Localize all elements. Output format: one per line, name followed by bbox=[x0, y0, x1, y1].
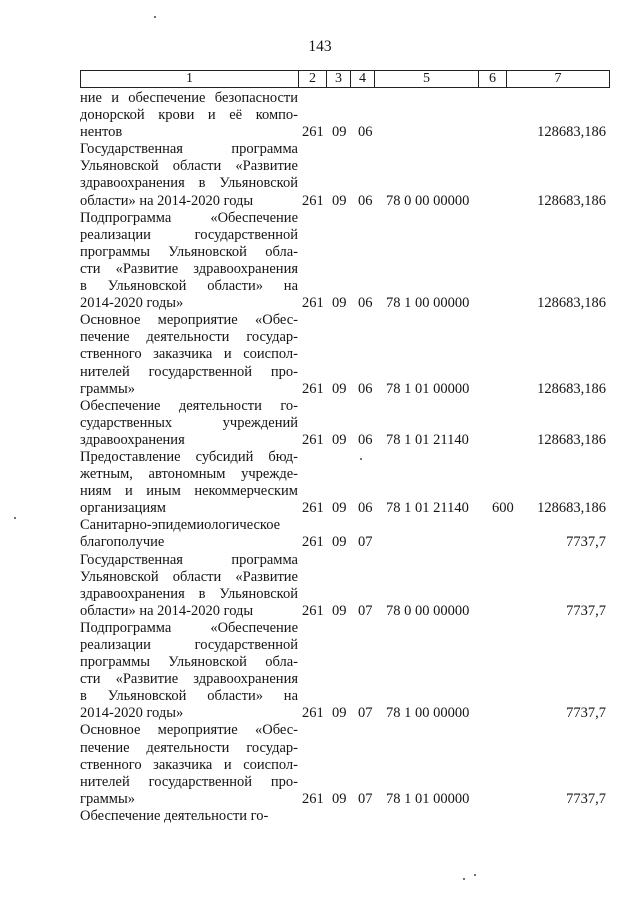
row-col-3: 09 bbox=[332, 380, 347, 397]
description-line: области» на 2014-2020 годы bbox=[80, 192, 254, 209]
row-col-3: 09 bbox=[332, 534, 347, 551]
row-col-2: 261 bbox=[302, 295, 324, 312]
description-line: 2014-2020 годы» bbox=[80, 705, 184, 722]
table-row bbox=[80, 722, 610, 807]
description-line: здравоохранения в Ульяновской bbox=[80, 175, 298, 192]
description-line: программы Ульяновской обла- bbox=[80, 654, 298, 671]
description-line: реализации государственной bbox=[80, 226, 298, 243]
row-col-3: 09 bbox=[332, 602, 347, 619]
row-col-5: 78 0 00 00000 bbox=[386, 602, 470, 619]
description-line: печение деятельности государ- bbox=[80, 739, 298, 756]
row-col-4: 07 bbox=[358, 790, 373, 807]
row-col-5: 78 1 01 00000 bbox=[386, 790, 470, 807]
description-line: в Ульяновской области» на bbox=[80, 688, 298, 705]
description-line: Государственная программа bbox=[80, 551, 298, 568]
description-line: нителей государственной про- bbox=[80, 773, 298, 790]
description-line: Обеспечение деятельности го- bbox=[80, 807, 269, 824]
description-line: нентов bbox=[80, 124, 123, 141]
row-col-2: 261 bbox=[302, 500, 324, 517]
description-line: программы Ульяновской обла- bbox=[80, 243, 298, 260]
row-col-7: 128683,186 bbox=[537, 295, 606, 312]
description-line: области» на 2014-2020 годы bbox=[80, 602, 254, 619]
table-header bbox=[80, 70, 610, 88]
table-body bbox=[80, 90, 610, 825]
description-line: Подпрограмма «Обеспечение bbox=[80, 209, 298, 226]
row-col-7: 128683,186 bbox=[537, 380, 606, 397]
row-col-4: 06 bbox=[358, 192, 373, 209]
description-line: ниям и иным некоммерческим bbox=[80, 483, 298, 500]
row-col-4: 06 bbox=[358, 431, 373, 448]
description-line: жетным, автономным учрежде- bbox=[80, 466, 298, 483]
row-col-4: 06 bbox=[358, 500, 373, 517]
row-col-3: 09 bbox=[332, 295, 347, 312]
table-row bbox=[80, 312, 610, 397]
description-line: сти «Развитие здравоохранения bbox=[80, 671, 298, 688]
description-line: печение деятельности государ- bbox=[80, 329, 298, 346]
description-line: здравоохранения bbox=[80, 431, 185, 448]
row-description bbox=[80, 517, 298, 551]
table-row bbox=[80, 141, 610, 209]
row-description bbox=[80, 210, 298, 313]
row-col-4: 06 bbox=[358, 124, 373, 141]
scan-speck bbox=[154, 16, 156, 18]
scan-speck bbox=[474, 874, 476, 876]
row-col-2: 261 bbox=[302, 790, 324, 807]
table-row bbox=[80, 517, 610, 551]
row-description bbox=[80, 722, 298, 807]
row-col-7: 7737,7 bbox=[566, 534, 606, 551]
row-col-4: 07 bbox=[358, 534, 373, 551]
row-col-7: 7737,7 bbox=[566, 790, 606, 807]
table-row bbox=[80, 449, 610, 517]
row-col-7: 128683,186 bbox=[537, 192, 606, 209]
scan-speck bbox=[463, 878, 465, 880]
description-line: благополучие bbox=[80, 534, 165, 551]
row-col-5: 78 1 00 00000 bbox=[386, 705, 470, 722]
row-col-2: 261 bbox=[302, 124, 324, 141]
description-line: организациям bbox=[80, 500, 166, 517]
description-line: ственного заказчика и соиспол- bbox=[80, 756, 298, 773]
description-line: граммы» bbox=[80, 790, 135, 807]
description-line: нителей государственной про- bbox=[80, 363, 298, 380]
row-description bbox=[80, 141, 298, 209]
row-col-6: 600 bbox=[492, 500, 514, 517]
row-col-3: 09 bbox=[332, 790, 347, 807]
header-col-4: 4 bbox=[351, 71, 375, 87]
row-col-3: 09 bbox=[332, 124, 347, 141]
header-col-1: 1 bbox=[81, 71, 299, 87]
row-col-5: 78 1 01 21140 bbox=[386, 500, 469, 517]
row-col-7: 128683,186 bbox=[537, 431, 606, 448]
scan-speck bbox=[14, 517, 16, 519]
description-line: реализации государственной bbox=[80, 637, 298, 653]
row-col-2: 261 bbox=[302, 431, 324, 448]
row-description bbox=[80, 398, 298, 449]
description-line: Государственная программа bbox=[80, 141, 298, 158]
description-line: 2014-2020 годы» bbox=[80, 295, 184, 312]
page-number: 143 bbox=[308, 38, 332, 55]
header-col-7: 7 bbox=[554, 71, 562, 86]
description-line: сударственных учреждений bbox=[80, 414, 298, 431]
row-col-5: 78 0 00 00000 bbox=[386, 192, 470, 209]
description-line: Обеспечение деятельности го- bbox=[80, 397, 298, 414]
scan-speck bbox=[360, 458, 362, 460]
description-line: в Ульяновской области» на bbox=[80, 278, 298, 295]
row-description bbox=[80, 449, 298, 517]
description-line: Подпрограмма «Обеспечение bbox=[80, 619, 298, 636]
row-col-5: 78 1 00 00000 bbox=[386, 295, 470, 312]
row-col-2: 261 bbox=[302, 705, 324, 722]
table-row bbox=[80, 90, 610, 141]
row-col-3: 09 bbox=[332, 431, 347, 448]
row-description bbox=[80, 620, 298, 723]
row-col-3: 09 bbox=[332, 705, 347, 722]
header-col-6: 6 bbox=[479, 71, 507, 87]
description-line: Основное мероприятие «Обес- bbox=[80, 312, 298, 329]
row-col-7: 128683,186 bbox=[537, 124, 606, 141]
row-col-4: 06 bbox=[358, 380, 373, 397]
row-col-5: 78 1 01 21140 bbox=[386, 431, 469, 448]
description-line: ственного заказчика и соиспол- bbox=[80, 346, 298, 363]
row-description bbox=[80, 552, 298, 620]
table-row bbox=[80, 620, 610, 723]
row-col-2: 261 bbox=[302, 380, 324, 397]
header-col-2: 2 bbox=[299, 71, 327, 87]
description-line: Санитарно-эпидемиологическое bbox=[80, 517, 281, 534]
row-col-7: 7737,7 bbox=[566, 602, 606, 619]
row-col-7: 7737,7 bbox=[566, 705, 606, 722]
row-col-2: 261 bbox=[302, 192, 324, 209]
row-col-3: 09 bbox=[332, 500, 347, 517]
row-description bbox=[80, 90, 298, 141]
row-col-7: 128683,186 bbox=[537, 500, 606, 517]
description-line: Ульяновской области «Развитие bbox=[80, 158, 298, 175]
table-row bbox=[80, 552, 610, 620]
row-col-5: 78 1 01 00000 bbox=[386, 380, 470, 397]
row-col-4: 07 bbox=[358, 602, 373, 619]
row-col-2: 261 bbox=[302, 534, 324, 551]
row-col-2: 261 bbox=[302, 602, 324, 619]
row-description bbox=[80, 312, 298, 397]
description-line: донорской крови и её компо- bbox=[80, 107, 298, 124]
description-line: Основное мероприятие «Обес- bbox=[80, 722, 298, 739]
description-line: Ульяновской области «Развитие bbox=[80, 568, 298, 585]
description-line: граммы» bbox=[80, 380, 135, 397]
row-description bbox=[80, 808, 298, 825]
row-col-4: 07 bbox=[358, 705, 373, 722]
description-line: ние и обеспечение безопасности bbox=[80, 90, 298, 106]
description-line: Предоставление субсидий бюд- bbox=[80, 448, 298, 465]
header-col-3: 3 bbox=[327, 71, 351, 87]
table-row bbox=[80, 398, 610, 449]
description-line: сти «Развитие здравоохранения bbox=[80, 260, 298, 277]
header-col-5: 5 bbox=[375, 71, 479, 87]
description-line: здравоохранения в Ульяновской bbox=[80, 585, 298, 602]
table-row bbox=[80, 210, 610, 313]
table-row bbox=[80, 808, 610, 825]
row-col-3: 09 bbox=[332, 192, 347, 209]
row-col-4: 06 bbox=[358, 295, 373, 312]
